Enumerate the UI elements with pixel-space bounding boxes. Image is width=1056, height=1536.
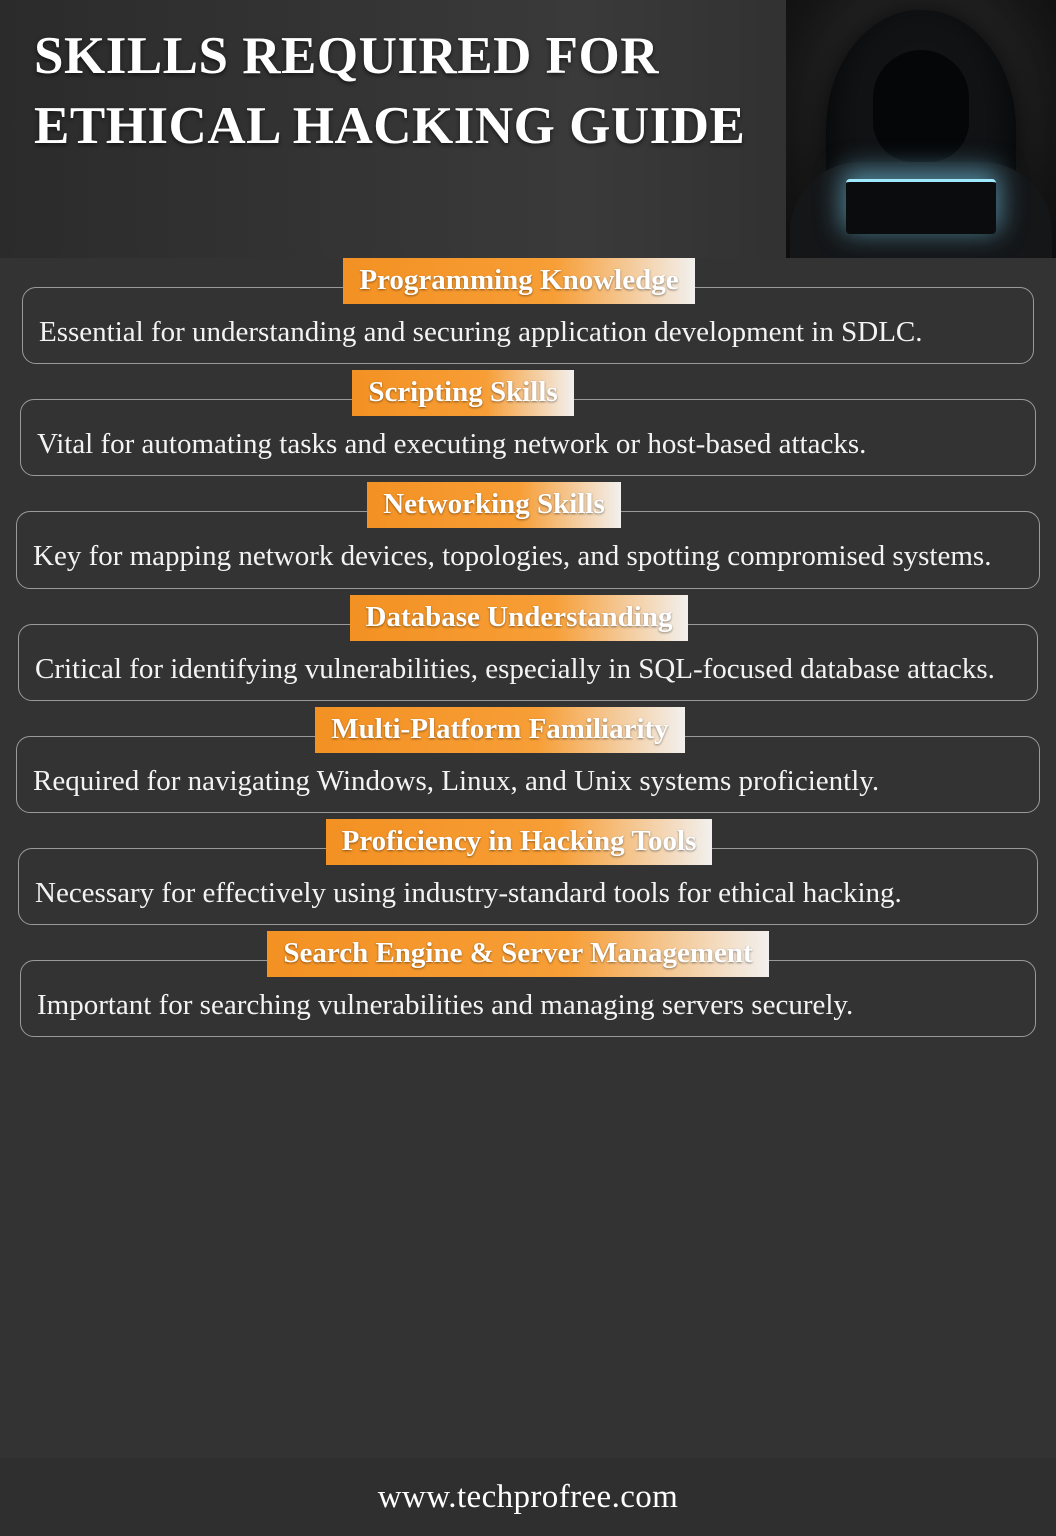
section-description: Essential for understanding and securing application development in SDLC.	[39, 316, 923, 348]
section-description: Critical for identifying vulnerabilities, especially in SQL-focused database attacks.	[35, 652, 995, 685]
page-title: SKILLS REQUIRED FOR ETHICAL HACKING GUIDE	[34, 27, 746, 155]
section-label: Programming Knowledge	[343, 258, 694, 304]
website-link[interactable]: www.techprofree.com	[377, 1478, 679, 1515]
section-label: Search Engine & Server Management	[267, 931, 768, 977]
section-description: Vital for automating tasks and executing network or host-based attacks.	[37, 428, 867, 461]
section-description: Required for navigating Windows, Linux, and Unix systems proficiently.	[33, 764, 880, 797]
section-label: Scripting Skills	[352, 370, 573, 416]
section-proficiency-in-hacking-tools	[10, 819, 1046, 925]
section-label: Multi-Platform Familiarity	[315, 707, 684, 753]
hooded-hacker-icon	[786, 0, 1056, 258]
section-multi-platform-familiarity	[10, 707, 1046, 813]
laptop-glow-icon	[846, 179, 996, 234]
section-scripting-skills	[10, 370, 1046, 476]
section-networking-skills	[10, 482, 1046, 588]
poster-footer	[0, 1458, 1056, 1536]
face-shadow	[873, 50, 969, 162]
section-programming-knowledge	[10, 258, 1046, 364]
sections-list	[0, 258, 1056, 1037]
section-description: Important for searching vulnerabilities and managing servers securely.	[37, 989, 854, 1022]
section-label: Database Understanding	[350, 595, 689, 641]
section-database-understanding	[10, 595, 1046, 701]
section-label: Networking Skills	[367, 482, 621, 528]
section-label: Proficiency in Hacking Tools	[326, 819, 713, 865]
section-search-engine-server-management	[10, 931, 1046, 1037]
poster-header	[0, 0, 1056, 258]
section-description: Key for mapping network devices, topologies, and spotting compromised systems.	[33, 540, 992, 573]
section-description: Necessary for effectively using industry-standard tools for ethical hacking.	[35, 876, 902, 909]
